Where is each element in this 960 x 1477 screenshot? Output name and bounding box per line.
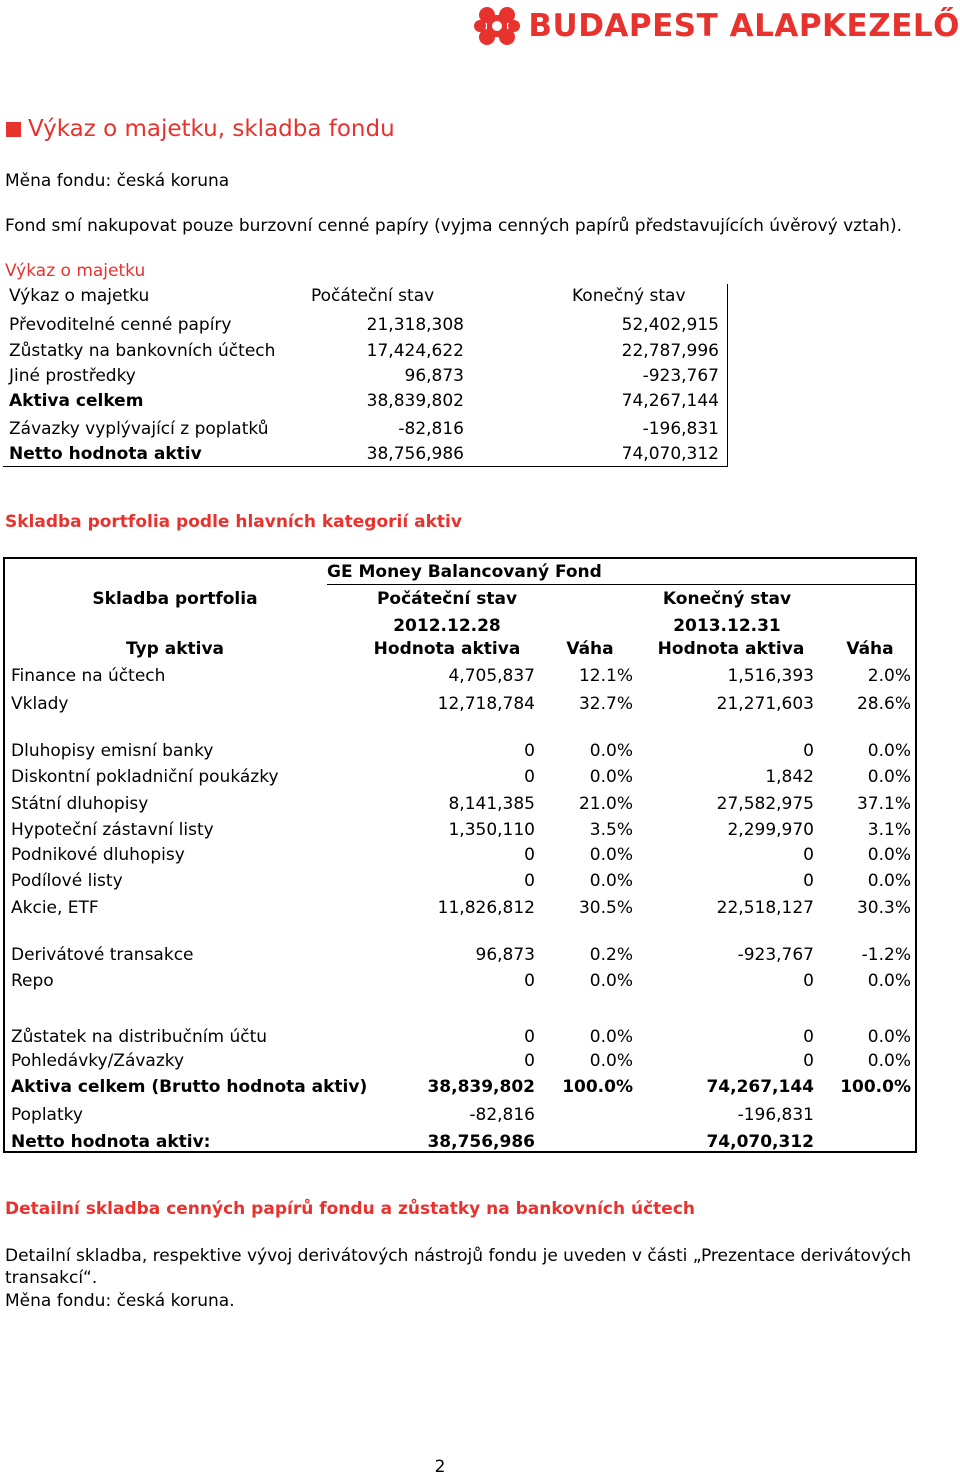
currency-note: Měna fondu: česká koruna (5, 171, 230, 191)
row-end-value: 74,070,312 (706, 1132, 814, 1152)
row-label: Aktiva celkem (Brutto hodnota aktiv) (11, 1077, 368, 1097)
column-header: Skladba portfolia (92, 589, 258, 609)
row-end-value: 0 (803, 1027, 814, 1047)
column-header: Váha (566, 639, 614, 659)
row-end-value: 74,267,144 (706, 1077, 814, 1097)
section-title: Výkaz o majetku, skladba fondu (28, 116, 395, 142)
row-label: Netto hodnota aktiv: (11, 1132, 211, 1152)
row-end-weight: 0.0% (867, 1051, 911, 1071)
row-start-value: 0 (524, 871, 535, 891)
column-header: Výkaz o majetku (9, 286, 150, 306)
portfolio-caption: Skladba portfolia podle hlavních kategorií aktiv (5, 512, 462, 532)
row-label: Dluhopisy emisní banky (11, 741, 214, 761)
section3-line: Měna fondu: česká koruna. (5, 1291, 235, 1311)
section3-line: Detailní skladba, respektive vývoj derivátových nástrojů fondu je uveden v části „Prezentace derivátových (5, 1246, 912, 1266)
row-start-value: 1,350,110 (448, 820, 535, 840)
row-start-weight: 30.5% (578, 898, 633, 918)
column-header: Konečný stav (662, 589, 792, 609)
row-end-value: 0 (803, 1051, 814, 1071)
row-end-value: 74,267,144 (621, 391, 719, 411)
row-start-weight: 0.0% (589, 845, 633, 865)
column-header: Váha (846, 639, 894, 659)
row-end-weight: -1.2% (861, 945, 911, 965)
row-label: Státní dluhopisy (11, 794, 149, 814)
row-start-value: -82,816 (398, 419, 464, 439)
row-start-value: 11,826,812 (437, 898, 535, 918)
row-start-value: 96,873 (404, 366, 464, 386)
header-divider (327, 584, 915, 585)
row-start-value: 38,756,986 (366, 444, 464, 464)
row-label: Hypoteční zástavní listy (11, 820, 214, 840)
row-end-weight: 0.0% (867, 871, 911, 891)
row-label: Závazky vyplývající z poplatků (9, 419, 269, 439)
row-end-weight: 0.0% (867, 767, 911, 787)
row-end-value: 2,299,970 (727, 820, 814, 840)
row-start-weight: 21.0% (578, 794, 633, 814)
column-header: Typ aktiva (125, 639, 225, 659)
row-end-weight: 100.0% (840, 1077, 911, 1097)
flower-logo-icon (474, 6, 520, 46)
row-label: Derivátové transakce (11, 945, 194, 965)
row-label: Vklady (11, 694, 69, 714)
row-start-weight: 0.0% (589, 741, 633, 761)
row-start-value: 96,873 (475, 945, 535, 965)
row-end-value: -923,767 (737, 945, 814, 965)
row-start-value: -82,816 (469, 1105, 535, 1125)
row-start-value: 8,141,385 (448, 794, 535, 814)
row-end-weight: 3.1% (867, 820, 911, 840)
row-start-weight: 12.1% (578, 666, 633, 686)
row-label: Poplatky (11, 1105, 83, 1125)
row-start-value: 12,718,784 (437, 694, 535, 714)
logo-text: BUDAPEST ALAPKEZELŐ (528, 8, 960, 44)
row-end-weight: 2.0% (867, 666, 911, 686)
row-end-weight: 0.0% (867, 1027, 911, 1047)
row-start-weight: 32.7% (578, 694, 633, 714)
row-end-value: 52,402,915 (621, 315, 719, 335)
portfolio-table (3, 557, 917, 1153)
row-label: Zůstatky na bankovních účtech (9, 341, 276, 361)
row-label: Netto hodnota aktiv (9, 444, 202, 464)
section3-line: transakcí“. (5, 1268, 98, 1288)
row-label: Aktiva celkem (9, 391, 144, 411)
row-start-weight: 0.0% (589, 767, 633, 787)
row-start-value: 21,318,308 (366, 315, 464, 335)
row-start-value: 0 (524, 971, 535, 991)
row-end-value: 0 (803, 741, 814, 761)
row-end-value: 1,516,393 (727, 666, 814, 686)
column-header: Hodnota aktiva (373, 639, 521, 659)
row-end-weight: 0.0% (867, 845, 911, 865)
row-end-weight: 30.3% (856, 898, 911, 918)
row-start-value: 0 (524, 1051, 535, 1071)
row-label: Akcie, ETF (11, 898, 99, 918)
row-start-value: 38,839,802 (427, 1077, 535, 1097)
brand-logo (474, 4, 960, 48)
bullet-square-icon (6, 122, 21, 137)
row-start-value: 38,756,986 (427, 1132, 535, 1152)
row-end-value: 74,070,312 (621, 444, 719, 464)
statement-caption: Výkaz o majetku (5, 261, 146, 281)
row-start-value: 0 (524, 741, 535, 761)
row-end-value: 22,518,127 (716, 898, 814, 918)
row-start-weight: 0.0% (589, 1051, 633, 1071)
statement-table (3, 284, 728, 467)
row-label: Pohledávky/Závazky (11, 1051, 185, 1071)
column-header: Konečný stav (572, 286, 686, 306)
row-start-weight: 0.2% (589, 945, 633, 965)
row-end-value: 21,271,603 (716, 694, 814, 714)
row-start-value: 0 (524, 1027, 535, 1047)
column-header: Počáteční stav (376, 589, 518, 609)
row-start-weight: 100.0% (562, 1077, 633, 1097)
section-heading (6, 116, 395, 142)
row-end-weight: 28.6% (856, 694, 911, 714)
row-label: Diskontní pokladniční poukázky (11, 767, 279, 787)
row-label: Zůstatek na distribučním účtu (11, 1027, 268, 1047)
row-start-weight: 0.0% (589, 971, 633, 991)
row-end-value: 0 (803, 871, 814, 891)
row-end-value: -196,831 (737, 1105, 814, 1125)
section3-title: Detailní skladba cenných papírů fondu a zůstatky na bankovních účtech (5, 1199, 696, 1219)
row-end-value: -196,831 (642, 419, 719, 439)
row-label: Finance na účtech (11, 666, 166, 686)
row-start-value: 38,839,802 (366, 391, 464, 411)
row-start-value: 17,424,622 (366, 341, 464, 361)
row-label: Jiné prostředky (9, 366, 136, 386)
row-end-value: 22,787,996 (621, 341, 719, 361)
date-end: 2013.12.31 (673, 616, 781, 636)
row-end-value: 27,582,975 (716, 794, 814, 814)
row-start-weight: 0.0% (589, 871, 633, 891)
row-start-value: 0 (524, 767, 535, 787)
row-end-value: 1,842 (765, 767, 814, 787)
row-label: Převoditelné cenné papíry (9, 315, 232, 335)
row-start-weight: 0.0% (589, 1027, 633, 1047)
row-start-value: 0 (524, 845, 535, 865)
row-end-value: -923,767 (642, 366, 719, 386)
fund-name: GE Money Balancovaný Fond (327, 562, 602, 582)
page-number: 2 (434, 1457, 446, 1477)
row-end-value: 0 (803, 971, 814, 991)
row-end-weight: 0.0% (867, 741, 911, 761)
row-label: Repo (11, 971, 54, 991)
row-start-value: 4,705,837 (448, 666, 535, 686)
date-start: 2012.12.28 (393, 616, 501, 636)
column-header: Hodnota aktiva (657, 639, 805, 659)
column-header: Počáteční stav (311, 286, 435, 306)
row-end-weight: 0.0% (867, 971, 911, 991)
row-end-value: 0 (803, 845, 814, 865)
row-end-weight: 37.1% (856, 794, 911, 814)
row-label: Podnikové dluhopisy (11, 845, 185, 865)
row-label: Podílové listy (11, 871, 123, 891)
row-start-weight: 3.5% (589, 820, 633, 840)
investment-rule: Fond smí nakupovat pouze burzovní cenné papíry (vyjma cenných papírů představujících úvěrový vztah). (5, 216, 902, 236)
